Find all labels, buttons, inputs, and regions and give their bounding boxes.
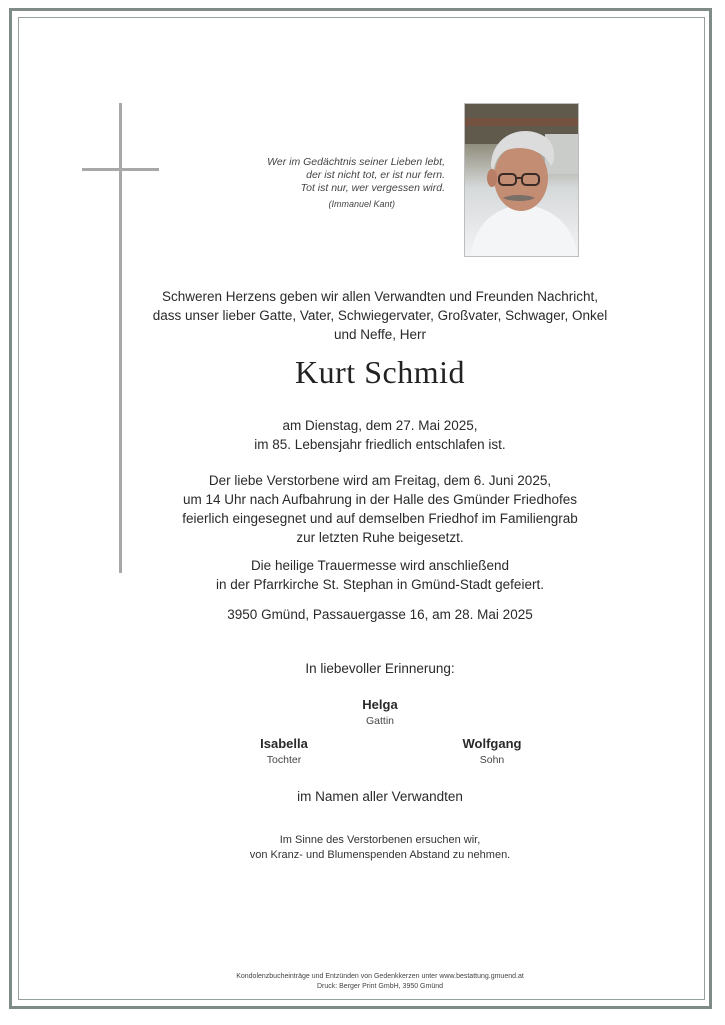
mourner-helga	[330, 697, 430, 727]
portrait-illustration	[465, 104, 579, 257]
quote-line: der ist nicht tot, er ist nur fern.	[306, 169, 445, 181]
place-date: 3950 Gmünd, Passauergasse 16, am 28. Mai 2025	[227, 607, 533, 622]
mourner-name: Isabella	[260, 736, 308, 751]
mass-details	[110, 556, 650, 594]
memory-heading: In liebevoller Erinnerung:	[305, 661, 455, 676]
funeral-details	[110, 471, 650, 547]
mourner-role: Tochter	[266, 754, 302, 766]
mourner-isabella	[234, 736, 334, 766]
death-notice	[110, 416, 650, 454]
intro-line: und Neffe, Herr	[333, 327, 427, 342]
death-line: am Dienstag, dem 27. Mai 2025,	[282, 418, 478, 433]
intro-text	[110, 287, 650, 344]
mourner-role: Sohn	[479, 754, 505, 766]
quote-line: Tot ist nur, wer vergessen wird.	[300, 182, 445, 194]
funeral-line: Der liebe Verstorbene wird am Freitag, dem 6. Juni 2025,	[208, 473, 552, 488]
mourner-name: Wolfgang	[462, 736, 522, 751]
request-line: von Kranz- und Blumenspenden Abstand zu nehmen.	[249, 849, 511, 861]
footer-line: Kondolenzbucheinträge und Entzünden von Gedenkkerzen unter www.bestattung.gmuend.at	[236, 973, 524, 980]
intro-line: Schweren Herzens geben wir allen Verwandten und Freunden Nachricht,	[161, 289, 598, 304]
mass-line: Die heilige Trauermesse wird anschließend	[250, 558, 510, 573]
portrait-photo	[464, 103, 579, 257]
mass-line: in der Pfarrkirche St. Stephan in Gmünd-Stadt gefeiert.	[216, 577, 544, 592]
quote-source: (Immanuel Kant)	[328, 199, 395, 209]
quote	[250, 156, 445, 211]
request-line: Im Sinne des Verstorbenen ersuchen wir,	[279, 834, 481, 846]
relatives-line: im Namen aller Verwandten	[297, 789, 463, 804]
death-line: im 85. Lebensjahr friedlich entschlafen ist.	[254, 437, 506, 452]
funeral-line: um 14 Uhr nach Aufbahrung in der Halle des Gmünder Friedhofes	[183, 492, 577, 507]
mourner-name: Helga	[362, 697, 398, 712]
footer	[110, 972, 650, 992]
intro-line: dass unser lieber Gatte, Vater, Schwiegervater, Großvater, Schwager, Onkel	[152, 308, 608, 323]
mourner-role: Gattin	[365, 715, 394, 727]
cross-icon-horizontal	[82, 168, 159, 171]
quote-line: Wer im Gedächtnis seiner Lieben lebt,	[267, 156, 445, 168]
funeral-line: zur letzten Ruhe beigesetzt.	[296, 530, 464, 545]
mourner-wolfgang	[442, 736, 542, 766]
donation-request	[110, 833, 650, 863]
footer-line: Druck: Berger Print GmbH, 3950 Gmünd	[316, 983, 444, 990]
deceased-name: Kurt Schmid	[295, 354, 465, 390]
funeral-line: feierlich eingesegnet und auf demselben Friedhof im Familiengrab	[182, 511, 578, 526]
